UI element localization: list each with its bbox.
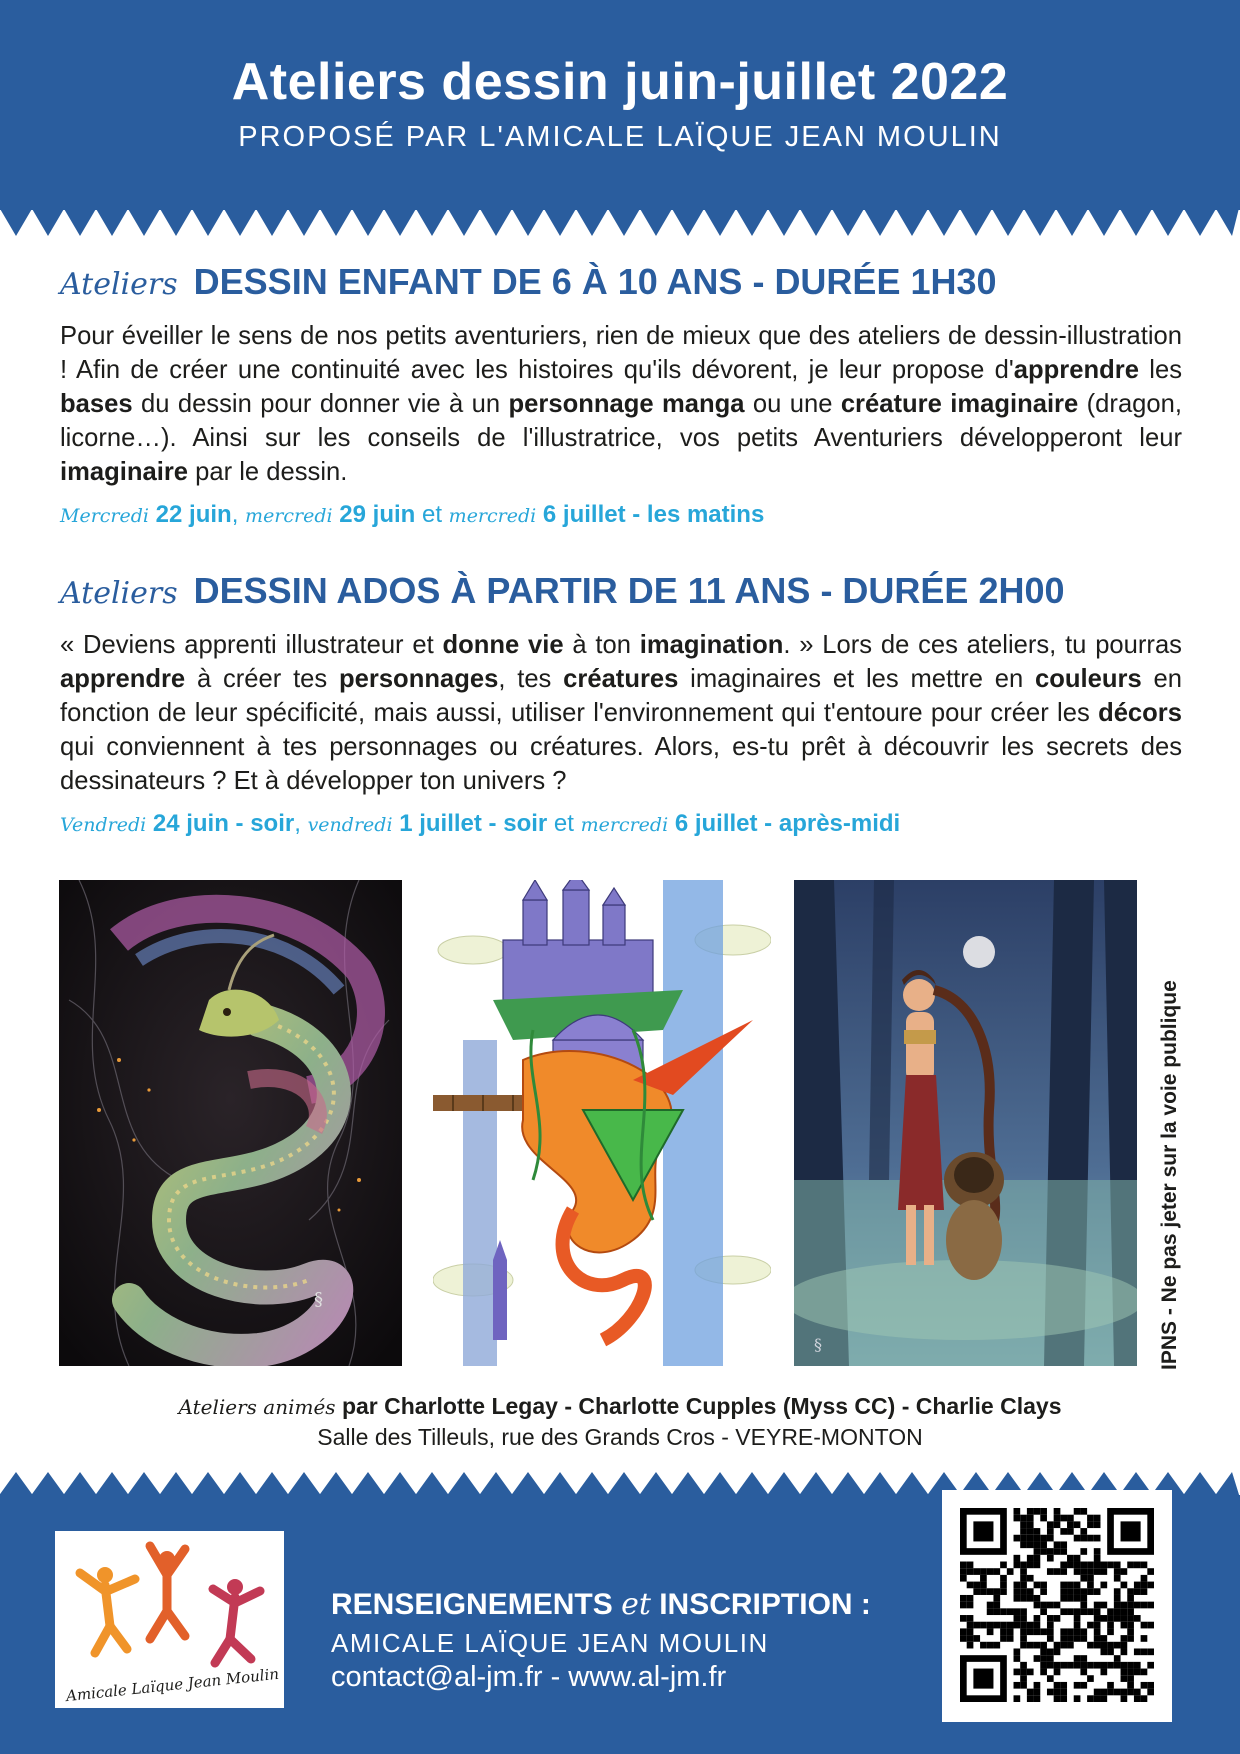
page-title: Ateliers dessin juin-juillet 2022 [231,53,1009,111]
emphasis-text: personnage manga [508,390,745,418]
qr-code-icon [960,1508,1154,1702]
page-subtitle: PROPOSÉ PAR L'AMICALE LAÏQUE JEAN MOULIN [238,121,1002,153]
date-value: 24 juin - soir [152,810,295,837]
body-text: qui conviennent à tes personnages ou créatures. Alors, es-tu prêt à découvrir les secrets des dessinateurs ? Et à développer ton univers ? [60,733,1182,795]
emphasis-text: couleurs [1035,665,1142,693]
body-text: du dessin pour donner vie à un [132,390,509,418]
credits-by: par [341,1393,378,1419]
body-text: Pour éveiller le sens de nos petits aventuriers, rien de mieux que des ateliers de dessin-illustration ! Afin de créer une continuité avec les histoires qu'ils dévorent, je leur propose d' [60,322,1182,384]
emphasis-text: apprendre [1013,356,1139,384]
heading-text: DESSIN ENFANT DE 6 À 10 ANS - DURÉE 1H30 [193,261,997,302]
emphasis-text: créatures [563,665,679,693]
credits-venue: Salle des Tilleuls, rue des Grands Cros - VEYRE-MONTON [317,1424,923,1450]
section-kids-workshop [60,261,1182,529]
contact-org: AMICALE LAÏQUE JEAN MOULIN [331,1628,769,1658]
date-day-label: mercredi [580,814,669,836]
header-zigzag-edge [0,204,1240,236]
association-logo [55,1531,284,1708]
body-text: « Deviens apprenti illustrateur et [60,631,443,659]
contact-title-and: et [621,1587,651,1622]
heading-prefix: Ateliers [60,267,178,302]
section-teens-workshop [60,570,1182,838]
contact-title [331,1587,871,1622]
credits [0,1393,1240,1451]
body-text: imaginaires et les mettre en [678,665,1036,693]
contact-block [331,1587,871,1694]
svg-text:§: § [314,1289,323,1310]
date-value: 22 juin [155,501,232,528]
section-heading [60,570,1182,612]
section-heading [60,261,1182,303]
logo-text: Amicale Laïque Jean Moulin [65,1664,280,1706]
date-day-label: Vendredi [60,814,147,836]
section-dates: Mercredi 22 juin, mercredi 29 juin et mercredi 6 juillet - les matins [60,501,765,528]
body-text: ou une [744,390,841,418]
forest-princess-illustration [794,880,1137,1366]
flying-city-illustration [433,880,771,1366]
emphasis-text: bases [60,390,133,418]
section-description [60,628,1182,798]
date-value: 6 juillet - les matins [542,501,765,528]
credits-prefix: Ateliers animés [178,1395,336,1419]
credits-names: Charlotte Legay - Charlotte Cupples (Myss CC) - Charlie Clays [384,1393,1062,1419]
contact-title-part: RENSEIGNEMENTS [331,1588,613,1621]
date-and: et [421,501,442,528]
date-day-label: Mercredi [60,505,149,527]
body-text: (dragon, licorne…). Ainsi sur les conseils de l'illustratrice, vos petits Aventuriers développeront leur [60,390,1182,452]
body-text: par le dessin. [188,458,348,486]
emphasis-text: imagination [639,631,784,659]
date-value: 29 juin [339,501,416,528]
heading-prefix: Ateliers [60,576,178,611]
heading-text: DESSIN ADOS À PARTIR DE 11 ANS - DURÉE 2H00 [193,570,1065,611]
dragon-illustration [59,880,402,1366]
section-dates: Vendredi 24 juin - soir, vendredi 1 juillet - soir et mercredi 6 juillet - après-midi [60,810,901,837]
date-day-label: vendredi [307,814,393,836]
date-value: 1 juillet - soir [399,810,548,837]
contact-email-website[interactable]: contact@al-jm.fr - www.al-jm.fr [331,1661,727,1693]
body-text: , tes [498,665,564,693]
date-day-label: mercredi [448,505,537,527]
emphasis-text: donne vie [442,631,564,659]
emphasis-text: personnages [339,665,499,693]
body-text: . » Lors de ces ateliers, tu pourras [783,631,1182,659]
emphasis-text: décors [1098,699,1182,727]
emphasis-text: imaginaire [60,458,189,486]
body-text: les [1138,356,1183,384]
emphasis-text: créature imaginaire [840,390,1079,418]
date-day-label: mercredi [245,505,333,527]
contact-title-part: INSCRIPTION : [659,1588,871,1621]
body-text: à ton [563,631,640,659]
ipns-notice: IPNS - Ne pas jeter sur la voie publique [1158,980,1181,1370]
svg-text:§: § [814,1335,822,1354]
date-value: 6 juillet - après-midi [674,810,901,837]
page-header [0,0,1240,210]
body-text: en fonction de leur spécificité, mais aussi, utiliser l'environnement qui t'entoure pour créer les [60,665,1182,727]
emphasis-text: apprendre [60,665,186,693]
qr-code[interactable] [942,1490,1172,1722]
date-and: et [553,810,574,837]
section-description [60,319,1182,489]
body-text: à créer tes [185,665,339,693]
